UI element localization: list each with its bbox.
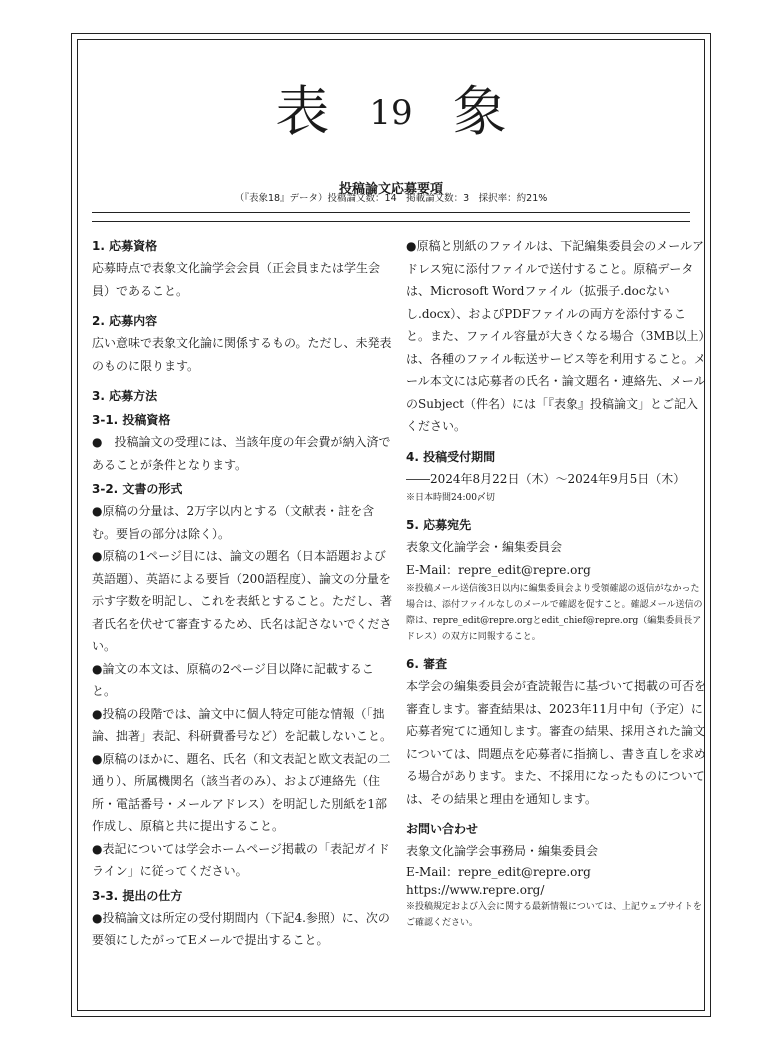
- section-heading: 6. 審査: [406, 657, 448, 671]
- list-item: ●投稿論文は所定の受付期間内（下記4.参照）に、次の要領にしたがってEメールで提出すること。: [92, 910, 390, 947]
- journal-title-left: 表: [275, 80, 330, 143]
- right-column: [406, 235, 706, 931]
- list-item: ●原稿と別紙のファイルは、下記編集委員会のメールアドレス宛に添付ファイルで送付すること。原稿データは、Microsoft Wordファイル（拡張子.docないし.docx）、およびPDFファイルの両方を添付すること。また、ファイル容量が大きくなる場合（3MB以上）は、各種のファイル転送サービス等を利用すること。メール本文には応募者の氏名・論文題名・連絡先、メールのSubject（件名）には「『表象』投稿論文」とご記入ください。: [406, 239, 706, 433]
- section-text: ● 投稿論文の受理には、当該年度の年会費が納入済であることが条件となります。: [92, 435, 391, 472]
- left-column: [92, 235, 392, 952]
- list-item: ●原稿の分量は、2万字以内とする（文献表・註を含む。要旨の部分は除く）。: [92, 504, 375, 541]
- section-text: 広い意味で表象文化論に関係するもの。ただし、未発表のものに限ります。: [92, 336, 392, 373]
- note-text: ※投稿規定および入会に関する最新情報については、上記ウェブサイトをご確認ください。: [406, 901, 702, 928]
- header-divider-lower: [92, 221, 690, 222]
- document-frame: [71, 33, 711, 1017]
- subsection-heading: 3-2. 文書の形式: [92, 482, 183, 496]
- journal-title-right: 象: [452, 80, 507, 143]
- list-item: ●投稿の段階では、論文中に個人特定可能な情報（「拙論、拙著」表記、科研費番号など）を記載しないこと。: [92, 706, 393, 743]
- contact-email-link[interactable]: E-Mail：repre_edit@repre.org: [406, 864, 591, 879]
- section-text: 応募時点で表象文化論学会会員（正会員または学生会員）であること。: [92, 261, 381, 298]
- subsection-heading: 3-1. 投稿資格: [92, 413, 171, 427]
- list-item: ●論文の本文は、原稿の2ページ目以降に記載すること。: [92, 661, 374, 698]
- list-item: ●原稿のほかに、題名、氏名（和文表記と欧文表記の二通り）、所属機関名（該当者のみ）、および連絡先（住所・電話番号・メールアドレス）を明記した別紙を1部作成し、原稿と共に提出すること。: [92, 751, 391, 833]
- section-heading: 4. 投稿受付期間: [406, 449, 496, 464]
- contact-heading: お問い合わせ: [406, 822, 479, 836]
- section-heading: 5. 応募宛先: [406, 518, 472, 532]
- submission-stats: （『表象18』データ）投稿論文数：14 掲載論文数：3 採択率：約21%: [234, 193, 548, 204]
- page-subtitle: 投稿論文応募要項: [338, 182, 443, 197]
- section-text: 表象文化論学会・編集委員会: [406, 540, 563, 554]
- contact-org: 表象文化論学会事務局・編集委員会: [406, 844, 599, 858]
- list-item: ●表記については学会ホームページ掲載の「表記ガイドライン」に従ってください。: [92, 841, 390, 878]
- section-text: ――2024年8月22日（木）～2024年9月5日（木）: [406, 471, 686, 486]
- journal-title: [78, 82, 704, 143]
- email-link[interactable]: E-Mail：repre_edit@repre.org: [406, 562, 591, 577]
- header-divider: [92, 212, 690, 213]
- subsection-heading: 3-3. 提出の仕方: [92, 888, 183, 903]
- section-heading: 3. 応募方法: [92, 389, 158, 403]
- note-text: ※日本時間24:00〆切: [406, 493, 495, 503]
- section-heading: 1. 応募資格: [92, 239, 158, 253]
- section-text: 本学会の編集委員会が査読報告に基づいて掲載の可否を審査します。審査結果は、2023年11月中旬（予定）に応募者宛てに通知します。審査の結果、採用された論文については、問題点を応募者に指摘し、書き直しを求める場合があります。また、不採用になったものについては、その結果と理由を通知します。: [406, 679, 707, 806]
- document-inner-frame: [77, 39, 705, 1011]
- section-heading: 2. 応募内容: [92, 314, 158, 328]
- list-item: ●原稿の1ページ目には、論文の題名（日本語題および英語題）、英語による要旨（200語程度）、論文の分量を示す字数を明記し、これを表紙とすること。ただし、著者氏名を伏せて審査するため、氏名は記さないでください。: [92, 549, 393, 653]
- note-text: ※投稿メール送信後3日以内に編集委員会より受領確認の返信がなかった場合は、添付ファイルなしのメールで確認を促すこと。確認メール送信の際は、repre_edit@repre.orgとedit_chief@repre.org（編集委員長アドレス）の双方に同報すること。: [406, 584, 703, 642]
- journal-issue-number: 19: [369, 93, 413, 133]
- contact-url-link[interactable]: https://www.repre.org/: [406, 882, 545, 897]
